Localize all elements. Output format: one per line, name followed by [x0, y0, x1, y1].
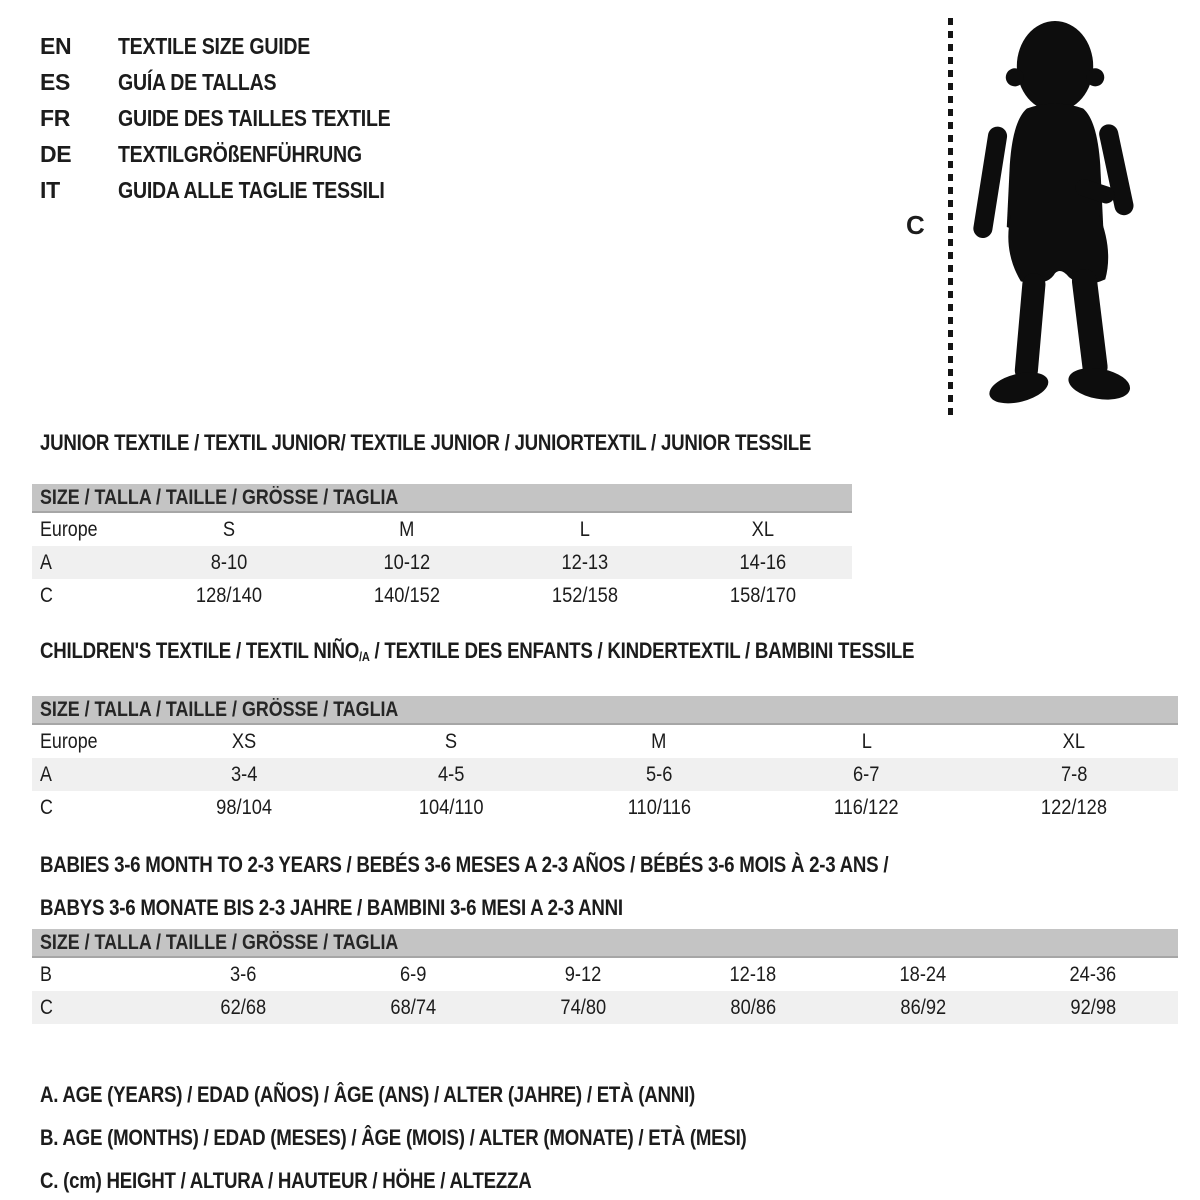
language-label: TEXTILE SIZE GUIDE — [118, 32, 311, 59]
size-cell — [140, 730, 348, 754]
size-cell-text: XL — [751, 517, 775, 541]
size-cell-text: 80/86 — [730, 995, 776, 1019]
size-cell-text: 3-4 — [230, 762, 257, 786]
size-cell-text: 74/80 — [560, 995, 606, 1019]
size-cell — [838, 996, 1008, 1020]
size-cell-text: 3-6 — [229, 962, 257, 986]
size-cell — [348, 763, 556, 787]
row-label — [32, 584, 140, 608]
row-label-text: B — [40, 962, 52, 986]
size-header-bar — [32, 696, 1178, 725]
size-cell-text: 9-12 — [564, 962, 602, 986]
row-label — [32, 796, 140, 820]
size-cell-text: 68/74 — [390, 995, 436, 1019]
babies-section-title — [32, 843, 1178, 929]
row-label-text: Europe — [40, 729, 98, 753]
size-header-text: SIZE / TALLA / TAILLE / GRÖSSE / TAGLIA — [40, 486, 399, 509]
toddler-silhouette — [963, 14, 1141, 416]
size-cell — [140, 763, 348, 787]
size-cell — [140, 551, 318, 575]
measurement-legend — [40, 1073, 871, 1200]
children-title-subscript: /A — [359, 649, 370, 664]
junior-title-text: JUNIOR TEXTILE / TEXTIL JUNIOR/ TEXTILE JUNIOR / JUNIORTEXTIL / JUNIOR TESSILE — [40, 430, 812, 455]
size-cell — [674, 518, 852, 542]
size-header-text: SIZE / TALLA / TAILLE / GRÖSSE / TAGLIA — [40, 931, 399, 954]
row-label — [32, 518, 140, 542]
row-label-text: A — [40, 550, 52, 574]
table-row-age-months — [32, 958, 1178, 991]
size-cell — [763, 763, 971, 787]
babies-title-line1-wrap — [40, 843, 1178, 886]
table-row-europe — [32, 513, 852, 546]
size-cell-text: 152/158 — [551, 583, 619, 607]
size-cell — [496, 584, 674, 608]
size-cell-text: 7-8 — [1060, 762, 1088, 786]
table-row-age — [32, 546, 852, 579]
legend-line-a — [40, 1073, 871, 1116]
row-label — [32, 996, 158, 1020]
size-cell — [348, 730, 556, 754]
size-cell — [140, 584, 318, 608]
children-section — [32, 638, 1178, 824]
size-cell-text: 122/128 — [1041, 795, 1108, 819]
junior-section — [32, 430, 852, 612]
size-cell — [318, 551, 496, 575]
size-cell — [1008, 996, 1178, 1020]
babies-title-line1: BABIES 3-6 MONTH TO 2-3 YEARS / BEBÉS 3-6 MESES A 2-3 AÑOS / BÉBÉS 3-6 MOIS À 2-3 ANS / — [40, 852, 889, 877]
size-cell — [1008, 963, 1178, 987]
height-measure-dashed-line — [948, 18, 953, 416]
size-cell — [318, 518, 496, 542]
language-item — [40, 64, 439, 100]
size-cell-text: 140/152 — [373, 583, 441, 607]
size-cell — [328, 963, 498, 987]
size-cell-text: S — [222, 517, 236, 541]
size-cell — [496, 518, 674, 542]
language-code: ES — [40, 68, 71, 95]
row-label-text: C — [40, 795, 53, 819]
size-cell-text: 6-7 — [853, 762, 880, 786]
babies-section — [32, 843, 1178, 1024]
children-title-text — [40, 638, 914, 670]
size-cell-text: 86/92 — [900, 995, 946, 1019]
size-cell — [970, 796, 1178, 820]
size-cell — [498, 996, 668, 1020]
size-cell — [838, 963, 1008, 987]
size-cell-text: 10-12 — [383, 550, 431, 574]
row-label-text: Europe — [40, 517, 98, 541]
size-cell — [674, 584, 852, 608]
row-label — [32, 763, 140, 787]
size-cell — [674, 551, 852, 575]
size-cell-text: 24-36 — [1069, 962, 1117, 986]
size-cell — [555, 730, 763, 754]
language-code: IT — [40, 176, 60, 203]
size-cell-text: 12-18 — [729, 962, 777, 986]
language-label: GUÍA DE TALLAS — [118, 68, 277, 95]
size-cell-text: 128/140 — [195, 583, 263, 607]
row-label-text: C — [40, 583, 53, 607]
junior-section-title — [32, 430, 852, 456]
size-cell — [763, 796, 971, 820]
babies-title-line2-wrap — [40, 886, 1178, 929]
table-row-height — [32, 791, 1178, 824]
size-cell-text: XL — [1062, 729, 1086, 753]
size-cell — [318, 584, 496, 608]
height-measure-label: C — [906, 210, 925, 240]
babies-title-line2: BABYS 3-6 MONATE BIS 2-3 JAHRE / BAMBINI 3-6 MESI A 2-3 ANNI — [40, 895, 623, 920]
table-row-europe — [32, 725, 1178, 758]
row-label — [32, 551, 140, 575]
size-header-bar — [32, 929, 1178, 958]
size-cell — [158, 996, 328, 1020]
size-cell — [496, 551, 674, 575]
size-cell-text: 18-24 — [899, 962, 947, 986]
size-cell — [555, 796, 763, 820]
size-cell — [498, 963, 668, 987]
legend-line-c — [40, 1159, 871, 1200]
row-label-text: C — [40, 995, 53, 1019]
size-cell — [668, 963, 838, 987]
size-cell — [158, 963, 328, 987]
size-cell-text: 6-9 — [399, 962, 427, 986]
size-cell-text: L — [861, 729, 872, 753]
children-title-main: CHILDREN'S TEXTILE / TEXTIL NIÑO — [40, 638, 360, 663]
size-cell-text: 5-6 — [645, 762, 673, 786]
size-header-text: SIZE / TALLA / TAILLE / GRÖSSE / TAGLIA — [40, 698, 399, 721]
row-label — [32, 963, 158, 987]
legend-line-b — [40, 1116, 871, 1159]
legend-line-b-text: B. AGE (MONTHS) / EDAD (MESES) / ÂGE (MOIS) / ALTER (MONATE) / ETÀ (MESI) — [40, 1125, 747, 1150]
row-label — [32, 730, 140, 754]
language-label: TEXTILGRÖßENFÜHRUNG — [118, 140, 362, 167]
size-cell-text: 104/110 — [419, 795, 484, 819]
size-cell-text: 92/98 — [1070, 995, 1116, 1019]
row-label-text: A — [40, 762, 52, 786]
size-cell-text: M — [651, 729, 667, 753]
children-section-title — [32, 638, 1178, 670]
size-cell-text: 12-13 — [561, 550, 609, 574]
size-cell-text: 8-10 — [210, 550, 248, 574]
language-label: GUIDE DES TAILLES TEXTILE — [118, 104, 391, 131]
table-row-age — [32, 758, 1178, 791]
size-cell — [970, 763, 1178, 787]
language-list — [40, 28, 439, 208]
size-cell-text: 158/170 — [729, 583, 797, 607]
language-code: FR — [40, 104, 71, 131]
size-cell-text: L — [579, 517, 591, 541]
language-item — [40, 100, 439, 136]
table-row-height — [32, 991, 1178, 1024]
size-cell-text: 14-16 — [739, 550, 787, 574]
size-header-bar — [32, 484, 852, 513]
table-row-height — [32, 579, 852, 612]
language-item — [40, 136, 439, 172]
size-cell-text: M — [399, 517, 415, 541]
language-item — [40, 172, 439, 208]
size-cell-text: XS — [231, 729, 256, 753]
size-cell — [763, 730, 971, 754]
size-cell-text: 116/122 — [834, 795, 899, 819]
size-cell-text: 98/104 — [215, 795, 272, 819]
size-cell — [970, 730, 1178, 754]
size-cell-text: S — [445, 729, 458, 753]
size-cell-text: 110/116 — [627, 795, 691, 819]
language-code: EN — [40, 32, 72, 59]
language-code: DE — [40, 140, 72, 167]
size-cell — [140, 796, 348, 820]
size-cell — [140, 518, 318, 542]
size-cell — [328, 996, 498, 1020]
size-cell-text: 4-5 — [438, 762, 465, 786]
size-cell — [555, 763, 763, 787]
legend-line-a-text: A. AGE (YEARS) / EDAD (AÑOS) / ÂGE (ANS) / ALTER (JAHRE) / ETÀ (ANNI) — [40, 1082, 695, 1107]
size-cell-text: 62/68 — [220, 995, 266, 1019]
language-item — [40, 28, 439, 64]
legend-line-c-text: C. (cm) HEIGHT / ALTURA / HAUTEUR / HÖHE / ALTEZZA — [40, 1168, 532, 1193]
size-cell — [668, 996, 838, 1020]
size-cell — [348, 796, 556, 820]
language-label: GUIDA ALLE TAGLIE TESSILI — [118, 176, 385, 203]
children-title-rest: / TEXTILE DES ENFANTS / KINDERTEXTIL / BAMBINI TESSILE — [369, 638, 915, 663]
